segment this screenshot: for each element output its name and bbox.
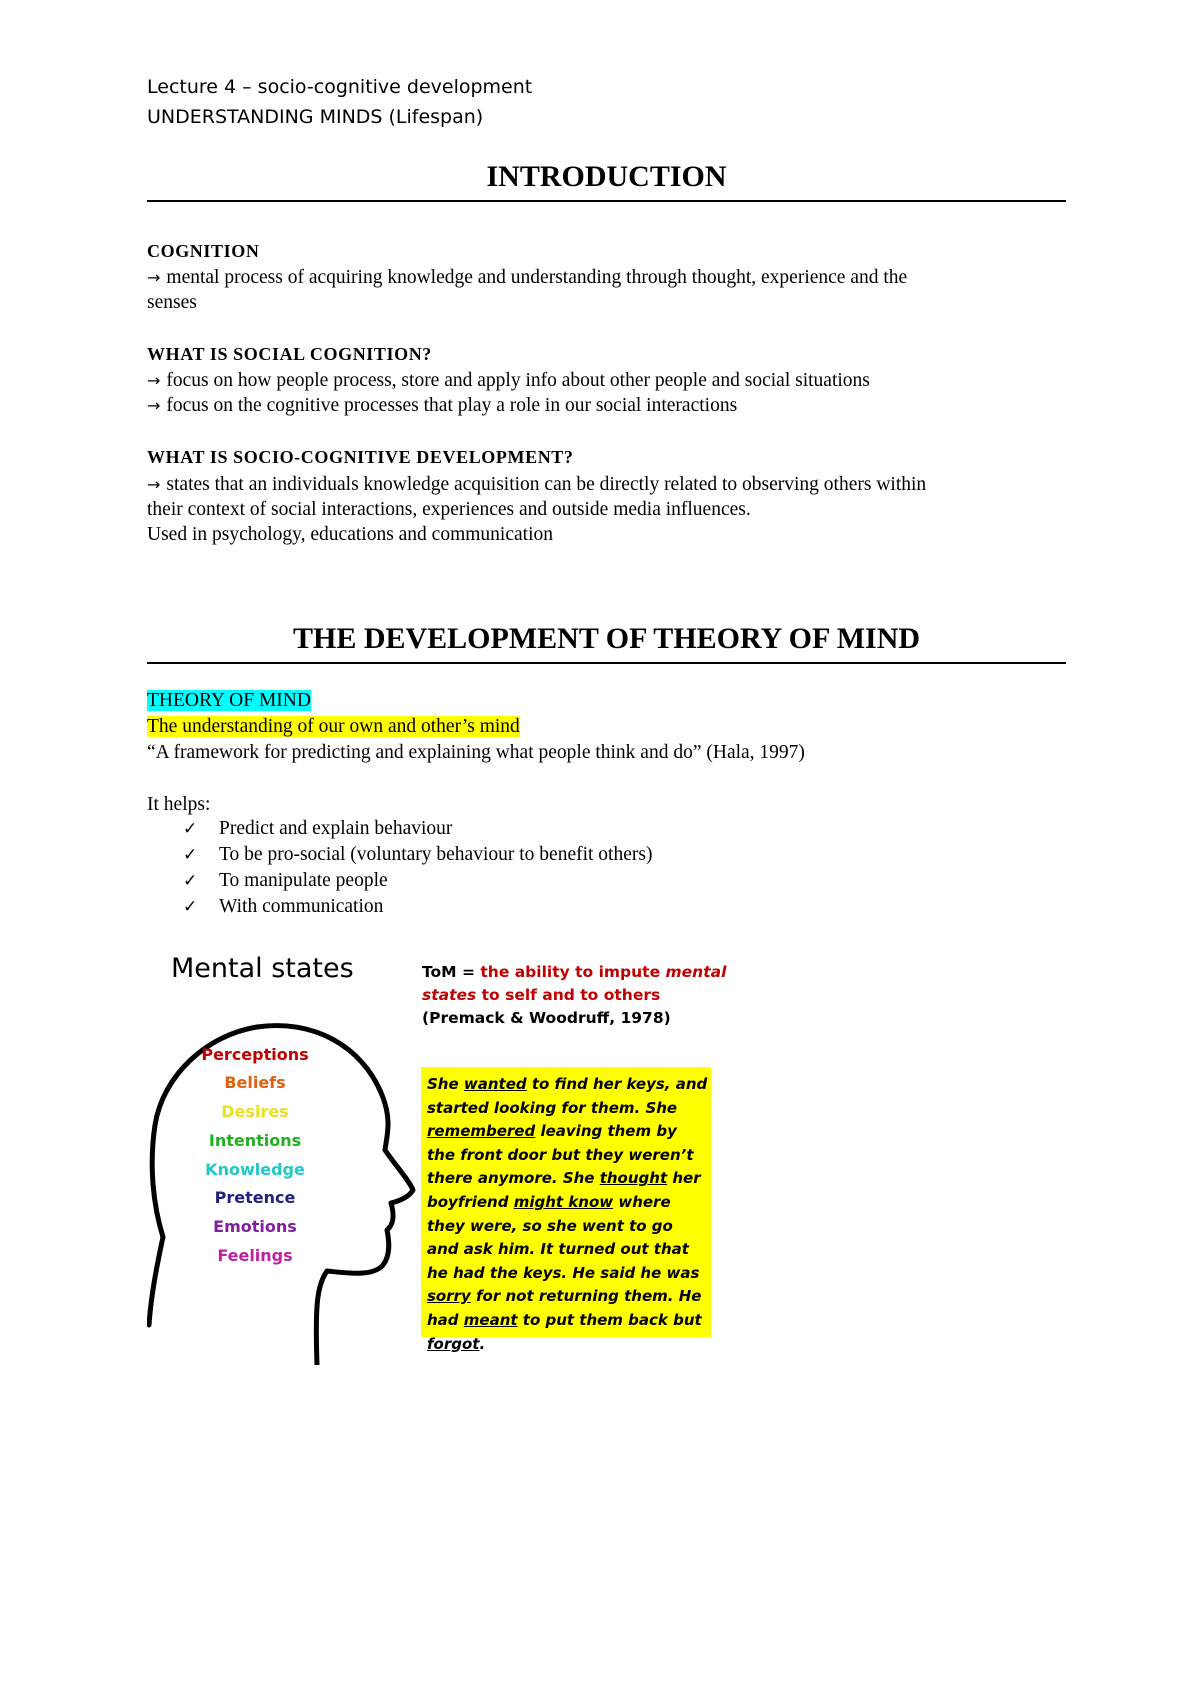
helps-label: It helps: [147,794,211,815]
arrow-icon: → [147,268,161,287]
list-item [183,894,383,920]
list-item-text: To manipulate people [219,870,388,891]
tom-red-text: the ability to impute [480,963,666,981]
tom-red-italic: mental [665,963,727,981]
checkmark-icon: ✓ [183,897,198,917]
tom-prefix: ToM = [422,963,481,981]
arrow-icon: → [147,475,161,494]
highlighted-term: THEORY OF MIND [147,690,311,711]
checkmark-icon: ✓ [183,845,198,865]
socio-cognitive-line-2: their context of social interactions, experiences and outside media influences. [147,499,751,520]
theory-of-mind-quote: “A framework for predicting and explaining what people think and do” (Hala, 1997) [147,742,805,763]
socio-line-1-text: states that an individuals knowledge acquisition can be directly related to observing others within [166,474,927,495]
social-cognition-point-1 [147,368,870,393]
story-underlined-word: might know [513,1192,614,1211]
highlighted-definition: The understanding of our own and other’s mind [147,716,520,737]
mental-state-feelings: Feelings [217,1246,293,1265]
tom-states-word: states [422,986,477,1004]
story-segment: leaving them by the front door but they weren’t there anymore. She [427,1122,694,1188]
story-text [427,1073,709,1356]
story-underlined-word: sorry [427,1287,471,1306]
mental-state-knowledge: Knowledge [205,1160,305,1179]
story-segment: . [479,1334,486,1353]
story-segment: to put them back but [517,1310,702,1329]
cognition-text-line2: senses [147,292,197,313]
story-segment: to find her keys, and started looking for them. She [427,1075,708,1117]
checkmark-icon: ✓ [183,871,198,891]
lecture-title: Lecture 4 – socio-cognitive development [147,76,533,98]
tom-line-2-rest: to self and to others [476,986,661,1004]
section-divider [147,200,1066,202]
cognition-heading: COGNITION [147,241,260,261]
mental-state-desires: Desires [221,1102,289,1121]
tom-line-1 [422,961,726,984]
arrow-icon: → [147,371,161,390]
social-cognition-point-2 [147,393,737,418]
section-title-introduction: INTRODUCTION [486,160,727,193]
social-point-2-text: focus on the cognitive processes that play a role in our social interactions [166,395,738,416]
figure-title: Mental states [171,953,354,984]
story-segment: She [427,1075,464,1093]
list-item [183,868,388,894]
list-item-text: With communication [219,896,384,917]
mental-state-pretence: Pretence [214,1188,296,1207]
mental-state-emotions: Emotions [213,1217,297,1236]
cognition-text-line1: mental process of acquiring knowledge and understanding through thought, experience and the [166,267,908,288]
story-segment: for not returning them. He had [427,1287,702,1329]
socio-cognitive-line-1 [147,472,926,497]
social-cognition-heading: WHAT IS SOCIAL COGNITION? [147,344,432,364]
story-box [421,1067,711,1353]
lecture-subtitle: UNDERSTANDING MINDS (Lifespan) [147,106,484,128]
story-underlined-word: forgot [427,1334,480,1353]
section-divider [147,662,1066,664]
mental-state-intentions: Intentions [208,1131,302,1150]
tom-definition [422,961,726,1030]
tom-citation: (Premack & Woodruff, 1978) [422,1009,671,1027]
section-title-theory-of-mind: THE DEVELOPMENT OF THEORY OF MIND [292,622,921,655]
story-underlined-word: thought [599,1169,668,1188]
mental-state-beliefs: Beliefs [224,1073,286,1092]
story-segment: her boyfriend [427,1169,701,1211]
story-underlined-word: meant [463,1310,518,1329]
story-segment: where they were, so she went to go and ask him. It turned out that he had the keys. He said he was [427,1192,700,1282]
socio-cognitive-line-3: Used in psychology, educations and communication [147,524,553,545]
story-underlined-word: wanted [463,1075,527,1093]
list-item-text: Predict and explain behaviour [219,818,453,839]
theory-of-mind-term [147,688,311,713]
list-item [183,816,452,842]
list-item-text: To be pro-social (voluntary behaviour to benefit others) [219,844,653,865]
mental-state-perceptions: Perceptions [201,1045,309,1064]
tom-line-2 [422,984,726,1007]
mental-states-figure [147,945,727,1365]
theory-of-mind-definition [147,714,520,739]
socio-cognitive-heading: WHAT IS SOCIO-COGNITIVE DEVELOPMENT? [147,447,574,467]
arrow-icon: → [147,396,161,415]
story-underlined-word: remembered [427,1122,536,1141]
cognition-definition [147,265,907,290]
social-point-1-text: focus on how people process, store and apply info about other people and social situations [166,370,870,391]
list-item [183,842,652,868]
checkmark-icon: ✓ [183,819,198,839]
